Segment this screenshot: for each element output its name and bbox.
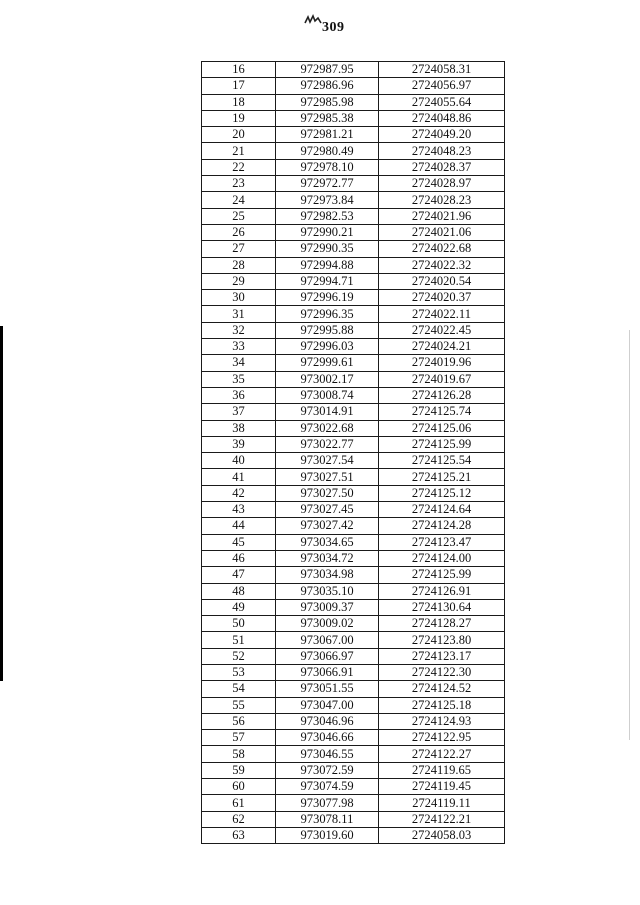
point-number-cell: 58 bbox=[202, 746, 276, 762]
y-coordinate-cell: 2724130.64 bbox=[379, 599, 505, 615]
x-coordinate-cell: 972973.84 bbox=[276, 192, 379, 208]
x-coordinate-cell: 973019.60 bbox=[276, 827, 379, 843]
point-number-cell: 54 bbox=[202, 681, 276, 697]
point-number-cell: 28 bbox=[202, 257, 276, 273]
y-coordinate-cell: 2724125.12 bbox=[379, 485, 505, 501]
y-coordinate-cell: 2724024.21 bbox=[379, 339, 505, 355]
point-number-cell: 51 bbox=[202, 632, 276, 648]
table-row bbox=[202, 599, 505, 615]
table-row bbox=[202, 224, 505, 240]
x-coordinate-cell: 973078.11 bbox=[276, 811, 379, 827]
x-coordinate-cell: 973046.96 bbox=[276, 713, 379, 729]
y-coordinate-cell: 2724028.37 bbox=[379, 159, 505, 175]
table-row bbox=[202, 681, 505, 697]
y-coordinate-cell: 2724058.03 bbox=[379, 827, 505, 843]
point-number-cell: 48 bbox=[202, 583, 276, 599]
point-number-cell: 57 bbox=[202, 730, 276, 746]
x-coordinate-cell: 972994.88 bbox=[276, 257, 379, 273]
x-coordinate-cell: 973034.98 bbox=[276, 567, 379, 583]
table-row bbox=[202, 257, 505, 273]
x-coordinate-cell: 973067.00 bbox=[276, 632, 379, 648]
x-coordinate-cell: 973027.51 bbox=[276, 469, 379, 485]
y-coordinate-cell: 2724028.23 bbox=[379, 192, 505, 208]
point-number-cell: 49 bbox=[202, 599, 276, 615]
point-number-cell: 45 bbox=[202, 534, 276, 550]
point-number-cell: 46 bbox=[202, 550, 276, 566]
point-number-cell: 52 bbox=[202, 648, 276, 664]
table-row bbox=[202, 762, 505, 778]
x-coordinate-cell: 972978.10 bbox=[276, 159, 379, 175]
x-coordinate-cell: 973027.50 bbox=[276, 485, 379, 501]
x-coordinate-cell: 973046.55 bbox=[276, 746, 379, 762]
point-number-cell: 44 bbox=[202, 518, 276, 534]
x-coordinate-cell: 973077.98 bbox=[276, 795, 379, 811]
y-coordinate-cell: 2724123.47 bbox=[379, 534, 505, 550]
table-row bbox=[202, 420, 505, 436]
table-row bbox=[202, 485, 505, 501]
y-coordinate-cell: 2724020.37 bbox=[379, 290, 505, 306]
table-row bbox=[202, 664, 505, 680]
table-row bbox=[202, 94, 505, 110]
y-coordinate-cell: 2724119.45 bbox=[379, 779, 505, 795]
x-coordinate-cell: 973008.74 bbox=[276, 387, 379, 403]
table-row bbox=[202, 241, 505, 257]
point-number-cell: 62 bbox=[202, 811, 276, 827]
y-coordinate-cell: 2724022.68 bbox=[379, 241, 505, 257]
x-coordinate-cell: 972987.95 bbox=[276, 62, 379, 78]
table-row bbox=[202, 453, 505, 469]
table-row bbox=[202, 632, 505, 648]
x-coordinate-cell: 973066.91 bbox=[276, 664, 379, 680]
table-row bbox=[202, 648, 505, 664]
y-coordinate-cell: 2724124.28 bbox=[379, 518, 505, 534]
point-number-cell: 47 bbox=[202, 567, 276, 583]
table-row bbox=[202, 110, 505, 126]
x-coordinate-cell: 973009.02 bbox=[276, 616, 379, 632]
table-row bbox=[202, 534, 505, 550]
y-coordinate-cell: 2724124.64 bbox=[379, 502, 505, 518]
y-coordinate-cell: 2724125.21 bbox=[379, 469, 505, 485]
table-row bbox=[202, 746, 505, 762]
table-row bbox=[202, 404, 505, 420]
y-coordinate-cell: 2724122.21 bbox=[379, 811, 505, 827]
coordinates-table-body bbox=[202, 62, 505, 844]
y-coordinate-cell: 2724128.27 bbox=[379, 616, 505, 632]
x-coordinate-cell: 973046.66 bbox=[276, 730, 379, 746]
table-row bbox=[202, 811, 505, 827]
point-number-cell: 40 bbox=[202, 453, 276, 469]
point-number-cell: 31 bbox=[202, 306, 276, 322]
y-coordinate-cell: 2724122.30 bbox=[379, 664, 505, 680]
x-coordinate-cell: 973066.97 bbox=[276, 648, 379, 664]
y-coordinate-cell: 2724020.54 bbox=[379, 273, 505, 289]
x-coordinate-cell: 972982.53 bbox=[276, 208, 379, 224]
point-number-cell: 50 bbox=[202, 616, 276, 632]
x-coordinate-cell: 973035.10 bbox=[276, 583, 379, 599]
table-row bbox=[202, 713, 505, 729]
point-number-cell: 33 bbox=[202, 339, 276, 355]
y-coordinate-cell: 2724122.27 bbox=[379, 746, 505, 762]
point-number-cell: 36 bbox=[202, 387, 276, 403]
table-row bbox=[202, 143, 505, 159]
x-coordinate-cell: 973074.59 bbox=[276, 779, 379, 795]
x-coordinate-cell: 973014.91 bbox=[276, 404, 379, 420]
point-number-cell: 18 bbox=[202, 94, 276, 110]
x-coordinate-cell: 973022.77 bbox=[276, 436, 379, 452]
x-coordinate-cell: 972990.21 bbox=[276, 224, 379, 240]
y-coordinate-cell: 2724058.31 bbox=[379, 62, 505, 78]
y-coordinate-cell: 2724019.67 bbox=[379, 371, 505, 387]
table-row bbox=[202, 322, 505, 338]
y-coordinate-cell: 2724125.99 bbox=[379, 436, 505, 452]
table-row bbox=[202, 290, 505, 306]
point-number-cell: 24 bbox=[202, 192, 276, 208]
table-row bbox=[202, 78, 505, 94]
x-coordinate-cell: 973047.00 bbox=[276, 697, 379, 713]
x-coordinate-cell: 972990.35 bbox=[276, 241, 379, 257]
table-row bbox=[202, 795, 505, 811]
point-number-cell: 38 bbox=[202, 420, 276, 436]
point-number-cell: 60 bbox=[202, 779, 276, 795]
x-coordinate-cell: 973002.17 bbox=[276, 371, 379, 387]
point-number-cell: 59 bbox=[202, 762, 276, 778]
table-row bbox=[202, 355, 505, 371]
y-coordinate-cell: 2724019.96 bbox=[379, 355, 505, 371]
x-coordinate-cell: 972986.96 bbox=[276, 78, 379, 94]
point-number-cell: 32 bbox=[202, 322, 276, 338]
table-row bbox=[202, 387, 505, 403]
point-number-cell: 22 bbox=[202, 159, 276, 175]
table-row bbox=[202, 518, 505, 534]
x-coordinate-cell: 972996.03 bbox=[276, 339, 379, 355]
point-number-cell: 55 bbox=[202, 697, 276, 713]
scan-fold-line bbox=[629, 330, 630, 740]
x-coordinate-cell: 973034.65 bbox=[276, 534, 379, 550]
table-row bbox=[202, 567, 505, 583]
y-coordinate-cell: 2724056.97 bbox=[379, 78, 505, 94]
point-number-cell: 39 bbox=[202, 436, 276, 452]
table-row bbox=[202, 159, 505, 175]
table-row bbox=[202, 273, 505, 289]
point-number-cell: 26 bbox=[202, 224, 276, 240]
x-coordinate-cell: 972980.49 bbox=[276, 143, 379, 159]
table-row bbox=[202, 469, 505, 485]
point-number-cell: 34 bbox=[202, 355, 276, 371]
point-number-cell: 56 bbox=[202, 713, 276, 729]
point-number-cell: 37 bbox=[202, 404, 276, 420]
y-coordinate-cell: 2724124.52 bbox=[379, 681, 505, 697]
table-row bbox=[202, 616, 505, 632]
point-number-cell: 61 bbox=[202, 795, 276, 811]
table-row bbox=[202, 371, 505, 387]
y-coordinate-cell: 2724021.06 bbox=[379, 224, 505, 240]
point-number-cell: 23 bbox=[202, 176, 276, 192]
x-coordinate-cell: 972981.21 bbox=[276, 127, 379, 143]
table-row bbox=[202, 779, 505, 795]
point-number-cell: 17 bbox=[202, 78, 276, 94]
y-coordinate-cell: 2724122.95 bbox=[379, 730, 505, 746]
point-number-cell: 25 bbox=[202, 208, 276, 224]
point-number-cell: 63 bbox=[202, 827, 276, 843]
table-row bbox=[202, 339, 505, 355]
x-coordinate-cell: 972985.98 bbox=[276, 94, 379, 110]
y-coordinate-cell: 2724119.11 bbox=[379, 795, 505, 811]
table-row bbox=[202, 192, 505, 208]
point-number-cell: 20 bbox=[202, 127, 276, 143]
y-coordinate-cell: 2724125.54 bbox=[379, 453, 505, 469]
point-number-cell: 41 bbox=[202, 469, 276, 485]
y-coordinate-cell: 2724048.86 bbox=[379, 110, 505, 126]
page-number: 309 bbox=[322, 20, 345, 35]
x-coordinate-cell: 972996.35 bbox=[276, 306, 379, 322]
table-row bbox=[202, 827, 505, 843]
table-row bbox=[202, 730, 505, 746]
table-row bbox=[202, 697, 505, 713]
y-coordinate-cell: 2724126.91 bbox=[379, 583, 505, 599]
y-coordinate-cell: 2724022.32 bbox=[379, 257, 505, 273]
y-coordinate-cell: 2724021.96 bbox=[379, 208, 505, 224]
y-coordinate-cell: 2724125.18 bbox=[379, 697, 505, 713]
table-row bbox=[202, 502, 505, 518]
x-coordinate-cell: 973034.72 bbox=[276, 550, 379, 566]
table-row bbox=[202, 208, 505, 224]
x-coordinate-cell: 972995.88 bbox=[276, 322, 379, 338]
table-row bbox=[202, 127, 505, 143]
point-number-cell: 35 bbox=[202, 371, 276, 387]
y-coordinate-cell: 2724126.28 bbox=[379, 387, 505, 403]
point-number-cell: 29 bbox=[202, 273, 276, 289]
y-coordinate-cell: 2724022.45 bbox=[379, 322, 505, 338]
table-row bbox=[202, 583, 505, 599]
point-number-cell: 43 bbox=[202, 502, 276, 518]
point-number-cell: 16 bbox=[202, 62, 276, 78]
point-number-cell: 19 bbox=[202, 110, 276, 126]
x-coordinate-cell: 973051.55 bbox=[276, 681, 379, 697]
coordinates-table bbox=[201, 61, 505, 844]
y-coordinate-cell: 2724124.00 bbox=[379, 550, 505, 566]
table-row bbox=[202, 176, 505, 192]
y-coordinate-cell: 2724124.93 bbox=[379, 713, 505, 729]
point-number-cell: 27 bbox=[202, 241, 276, 257]
y-coordinate-cell: 2724022.11 bbox=[379, 306, 505, 322]
x-coordinate-cell: 973072.59 bbox=[276, 762, 379, 778]
x-coordinate-cell: 973022.68 bbox=[276, 420, 379, 436]
x-coordinate-cell: 972996.19 bbox=[276, 290, 379, 306]
y-coordinate-cell: 2724125.99 bbox=[379, 567, 505, 583]
x-coordinate-cell: 973009.37 bbox=[276, 599, 379, 615]
table-row bbox=[202, 62, 505, 78]
y-coordinate-cell: 2724028.97 bbox=[379, 176, 505, 192]
y-coordinate-cell: 2724049.20 bbox=[379, 127, 505, 143]
table-row bbox=[202, 436, 505, 452]
x-coordinate-cell: 973027.54 bbox=[276, 453, 379, 469]
y-coordinate-cell: 2724125.06 bbox=[379, 420, 505, 436]
x-coordinate-cell: 973027.45 bbox=[276, 502, 379, 518]
x-coordinate-cell: 973027.42 bbox=[276, 518, 379, 534]
scan-edge-mark bbox=[0, 326, 3, 681]
x-coordinate-cell: 972999.61 bbox=[276, 355, 379, 371]
y-coordinate-cell: 2724123.17 bbox=[379, 648, 505, 664]
point-number-cell: 42 bbox=[202, 485, 276, 501]
y-coordinate-cell: 2724123.80 bbox=[379, 632, 505, 648]
y-coordinate-cell: 2724125.74 bbox=[379, 404, 505, 420]
y-coordinate-cell: 2724055.64 bbox=[379, 94, 505, 110]
table-row bbox=[202, 306, 505, 322]
point-number-cell: 53 bbox=[202, 664, 276, 680]
y-coordinate-cell: 2724048.23 bbox=[379, 143, 505, 159]
point-number-cell: 30 bbox=[202, 290, 276, 306]
x-coordinate-cell: 972985.38 bbox=[276, 110, 379, 126]
x-coordinate-cell: 972994.71 bbox=[276, 273, 379, 289]
point-number-cell: 21 bbox=[202, 143, 276, 159]
y-coordinate-cell: 2724119.65 bbox=[379, 762, 505, 778]
scan-smudge-icon bbox=[304, 14, 322, 26]
table-row bbox=[202, 550, 505, 566]
x-coordinate-cell: 972972.77 bbox=[276, 176, 379, 192]
